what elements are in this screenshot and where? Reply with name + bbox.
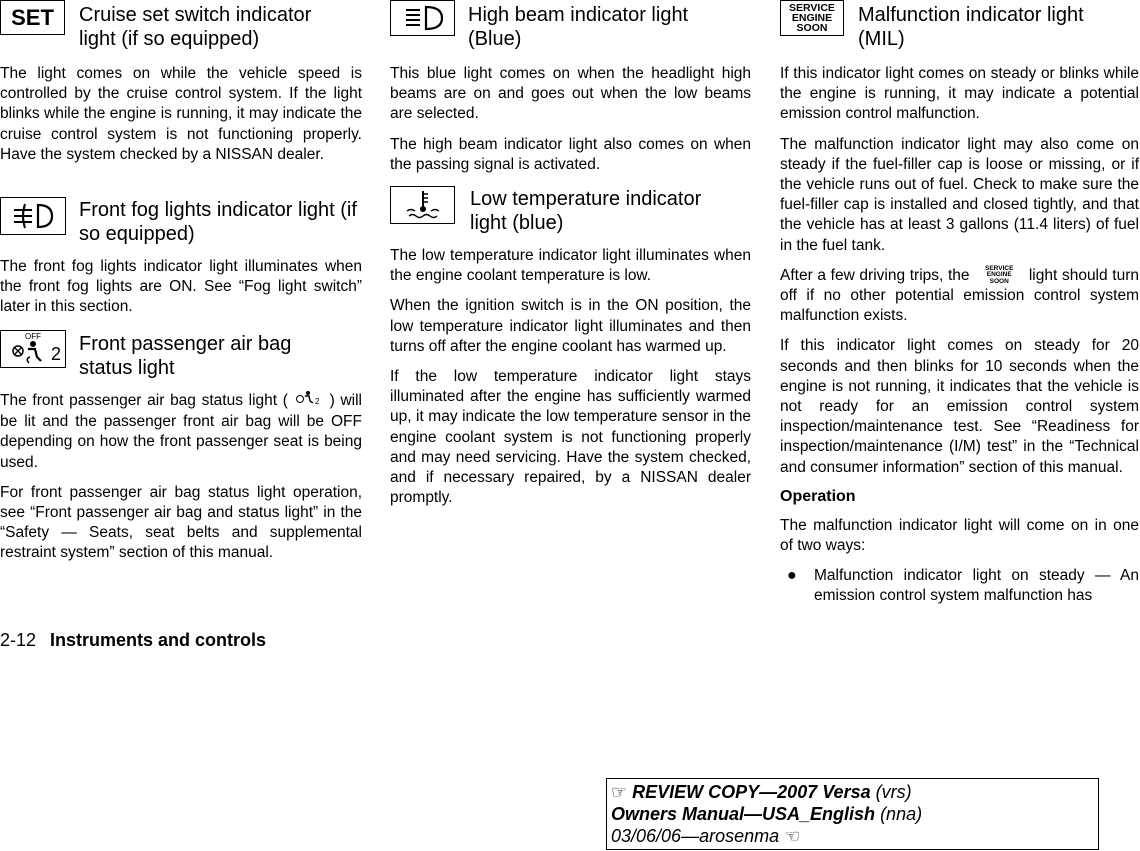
- cruise-title: Cruise set switch indicator light (if so equipped): [79, 4, 312, 50]
- mil-bullet-1: [780, 566, 1139, 606]
- mil-paragraph-3a: After a few driving trips, the: [780, 266, 970, 284]
- mil-paragraph-3b: light should turn off if no other potential emission control system malfunction exists.: [780, 266, 1139, 325]
- column-right: [780, 0, 1139, 605]
- cruise-set-icon: [0, 0, 65, 35]
- mil-inline-line-1: SERVICE: [984, 264, 1014, 272]
- pointing-hand-left-icon: ☜: [784, 826, 801, 846]
- highbeam-paragraph-1: This blue light comes on when the headlight high beams are on and goes out when the low beams are selected.: [390, 65, 751, 123]
- mil-paragraph-1: If this indicator light comes on steady or blinks while the engine is running, it may indicate a potential emission control malfunction.: [780, 65, 1139, 123]
- operation-heading: Operation: [780, 487, 856, 505]
- mil-section: [780, 64, 1139, 617]
- airbag-paragraph-1: [0, 390, 362, 473]
- airbag-icon-number: 2: [51, 344, 62, 364]
- section-name: Instruments and controls: [50, 630, 267, 650]
- airbag-status-icon: [0, 330, 66, 368]
- page-number: 2-12: [0, 630, 37, 650]
- service-engine-soon-icon: [780, 0, 844, 36]
- page-footer: [0, 630, 266, 651]
- service-engine-soon-inline-icon: [980, 266, 1018, 286]
- airbag-icon-off: OFF: [25, 332, 41, 341]
- review-line-1-bold: REVIEW COPY—2007 Versa: [632, 782, 871, 802]
- airbag-title: Front passenger air bag status light: [79, 333, 292, 379]
- airbag-section: [0, 330, 362, 574]
- mil-bullet-1-text: Malfunction indicator light on steady — An emission control system malfunction has: [814, 567, 1139, 605]
- review-line-2: [611, 803, 1094, 825]
- bullet-dot: ●: [787, 567, 797, 585]
- mil-icon-line-3: SOON: [796, 22, 828, 34]
- review-line-2-rest: (nna): [875, 804, 923, 824]
- mil-paragraph-5: The malfunction indicator light will come on in one of two ways:: [780, 516, 1139, 555]
- cruise-section: [0, 64, 362, 175]
- review-copy-box: [606, 778, 1099, 850]
- airbag-inline-icon: [288, 390, 324, 412]
- cruise-header: [0, 0, 362, 58]
- review-line-3-text: 03/06/06—arosenma: [611, 826, 780, 846]
- review-line-3: [611, 825, 1094, 847]
- fog-light-icon: [0, 197, 66, 235]
- mil-paragraph-3: [780, 266, 1139, 327]
- cruise-paragraph: The light comes on while the vehicle speed is controlled by the cruise control system. If the light blinks while the engine is running, it may indicate the cruise control system is not functioning properly. Have the system checked by a NISSAN dealer.: [0, 65, 362, 163]
- lowtemp-paragraph-1: The low temperature indicator light illuminates when the engine coolant temperature is low.: [390, 247, 751, 285]
- lowtemp-title: Low temperature indicator light (blue): [470, 188, 702, 234]
- mil-paragraph-2: The malfunction indicator light may also come on steady if the fuel-filler cap is loose or missing, or if the vehicle runs out of fuel. Check to make sure the fuel-filler cap is installed and closed tightly, and that the vehicle has at least 3 gallons (11.4 liters) of fuel in the fuel tank.: [780, 135, 1139, 254]
- column-left: [0, 0, 362, 562]
- review-line-1: [611, 781, 1094, 803]
- mil-icon-line-1: SERVICE: [789, 2, 835, 14]
- column-middle: [390, 0, 751, 507]
- highbeam-title: High beam indicator light (Blue): [468, 4, 689, 50]
- airbag-paragraph-1a: The front passenger air bag status light (: [0, 392, 288, 410]
- airbag-paragraph-2: For front passenger air bag status light operation, see “Front passenger air bag and status light” in the “Safety — Seats, seat belts and supplemental restraint system” section of this manual.: [0, 483, 362, 562]
- pointing-hand-icon: ☞: [611, 782, 628, 802]
- lowtemp-paragraph-2: When the ignition switch is in the ON position, the low temperature indicator light illuminates and then turns off after the engine coolant has warmed up.: [390, 297, 751, 355]
- fog-title: Front fog lights indicator light (if so equipped): [79, 199, 357, 245]
- mil-paragraph-4: If this indicator light comes on steady for 20 seconds and then blinks for 10 seconds when the engine is not running, it indicates that the vehicle is not ready for an emission control system inspection/maintenance test. See “Readiness for inspection/maintenance (I/M) test” in the “Technical and consumer information” section of this manual.: [780, 337, 1139, 476]
- lowtemp-paragraph-3: If the low temperature indicator light stays illuminated after the engine has sufficiently warmed up, it may indicate the low temperature sensor in the engine coolant system is not functioning properly and may need servicing. Have the system checked, and if necessary repaired, by a NISSAN dealer promptly.: [390, 368, 751, 507]
- review-line-2-bold: Owners Manual—USA_English: [611, 804, 876, 824]
- mil-inline-line-2: ENGINE: [986, 271, 1012, 279]
- svg-text:2: 2: [314, 397, 320, 406]
- mil-title: Malfunction indicator light (MIL): [858, 4, 1084, 50]
- fog-paragraph: The front fog lights indicator light illuminates when the front fog lights are ON. See “Fog light switch” later in this section.: [0, 258, 362, 316]
- highbeam-header: [390, 0, 751, 58]
- low-temperature-icon: [390, 186, 455, 224]
- mil-header: [780, 0, 1139, 58]
- review-line-1-rest: (vrs): [870, 782, 912, 802]
- high-beam-icon: [390, 0, 455, 36]
- highbeam-section: [390, 64, 751, 185]
- cruise-set-icon-label: SET: [11, 4, 54, 30]
- fog-section: [0, 197, 362, 328]
- mil-inline-line-3: SOON: [989, 277, 1009, 285]
- highbeam-paragraph-2: The high beam indicator light also comes on when the passing signal is activated.: [390, 135, 751, 173]
- airbag-paragraph-1b: ) will be lit and the passenger front air bag will be OFF depending on how the front passenger seat is being used.: [0, 392, 362, 471]
- mil-icon-line-2: ENGINE: [791, 12, 833, 24]
- lowtemp-section: [390, 186, 751, 518]
